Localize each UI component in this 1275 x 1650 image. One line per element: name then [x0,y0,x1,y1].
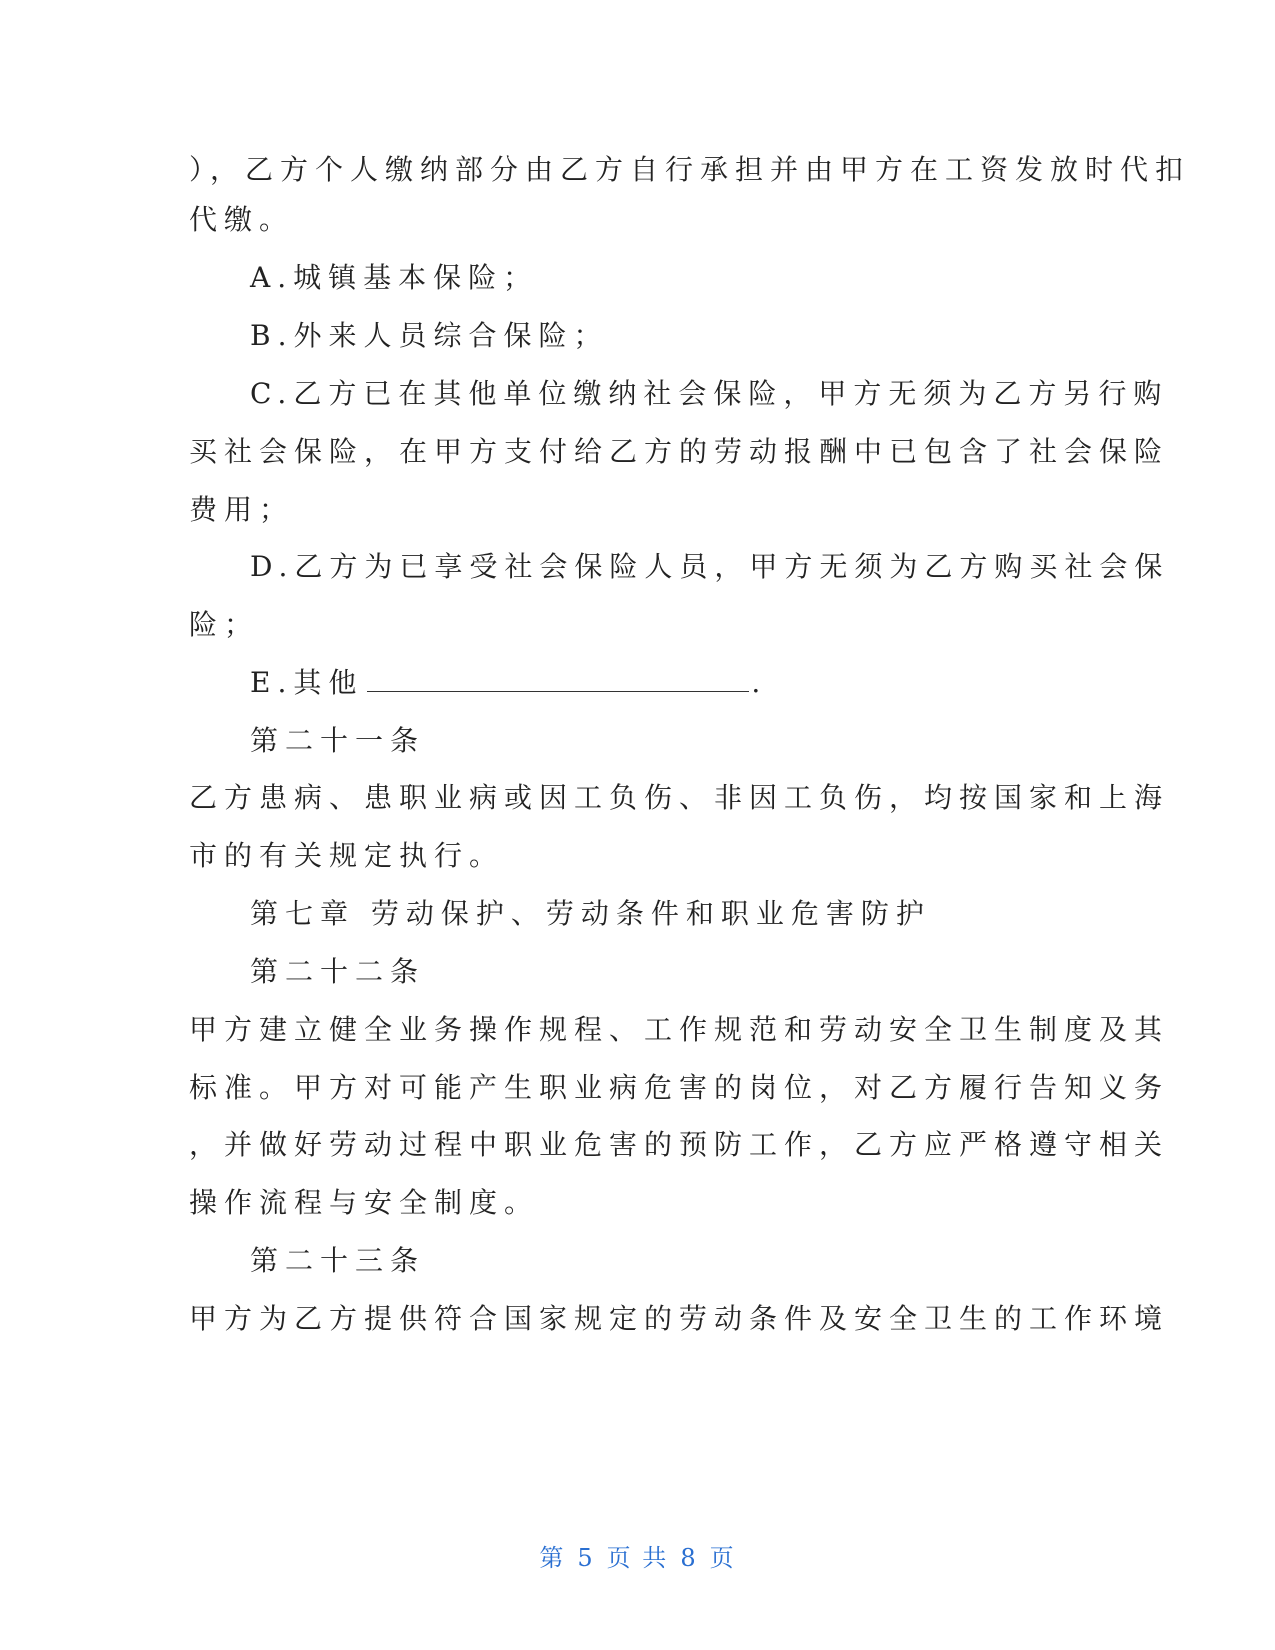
body-line: 甲方建立健全业务操作规程、工作规范和劳动安全卫生制度及其 [189,1013,1170,1046]
body-line: 险； [189,608,260,641]
body-line: 甲方为乙方提供符合国家规定的劳动条件及安全卫生的工作环境 [189,1302,1170,1335]
body-line: 乙方患病、患职业病或因工负伤、非因工负伤，均按国家和上海 [189,781,1170,814]
option-e [250,665,1130,701]
option-a: A.城镇基本保险； [250,261,539,294]
body-line: ，并做好劳动过程中职业危害的预防工作，乙方应严格遵守相关 [189,1128,1170,1161]
option-d: D.乙方为已享受社会保险人员，甲方无须为乙方购买社会保 [250,550,1170,583]
chapter-heading: 第七章 劳动保护、劳动条件和职业危害防护 [250,897,931,930]
body-line: 标准。甲方对可能产生职业病危害的岗位，对乙方履行告知义务 [189,1071,1170,1104]
footer-middle: 页 共 [606,1544,669,1572]
option-e-label: E.其他 [250,666,364,699]
article-heading: 第二十一条 [250,724,426,757]
page-footer [0,1538,1275,1573]
article-heading: 第二十三条 [250,1244,426,1277]
footer-prefix: 第 [539,1544,566,1572]
option-b: B.外来人员综合保险； [250,319,609,352]
fill-in-blank [367,667,749,692]
blank-end-mark: . [751,666,768,699]
article-heading: 第二十二条 [250,955,426,988]
body-line: 操作流程与安全制度。 [189,1186,540,1219]
body-line: 费用； [189,493,295,526]
footer-suffix: 页 [709,1544,736,1572]
body-line: 代缴。 [189,203,295,236]
total-pages-number: 8 [680,1544,698,1572]
body-line: 市的有关规定执行。 [189,839,505,872]
body-line: 买社会保险，在甲方支付给乙方的劳动报酬中已包含了社会保险 [189,435,1170,468]
option-c: C.乙方已在其他单位缴纳社会保险，甲方无须为乙方另行购 [250,377,1169,410]
body-line: ），乙方个人缴纳部分由乙方自行承担并由甲方在工资发放时代扣 [189,153,1191,186]
current-page-number: 5 [577,1544,595,1572]
